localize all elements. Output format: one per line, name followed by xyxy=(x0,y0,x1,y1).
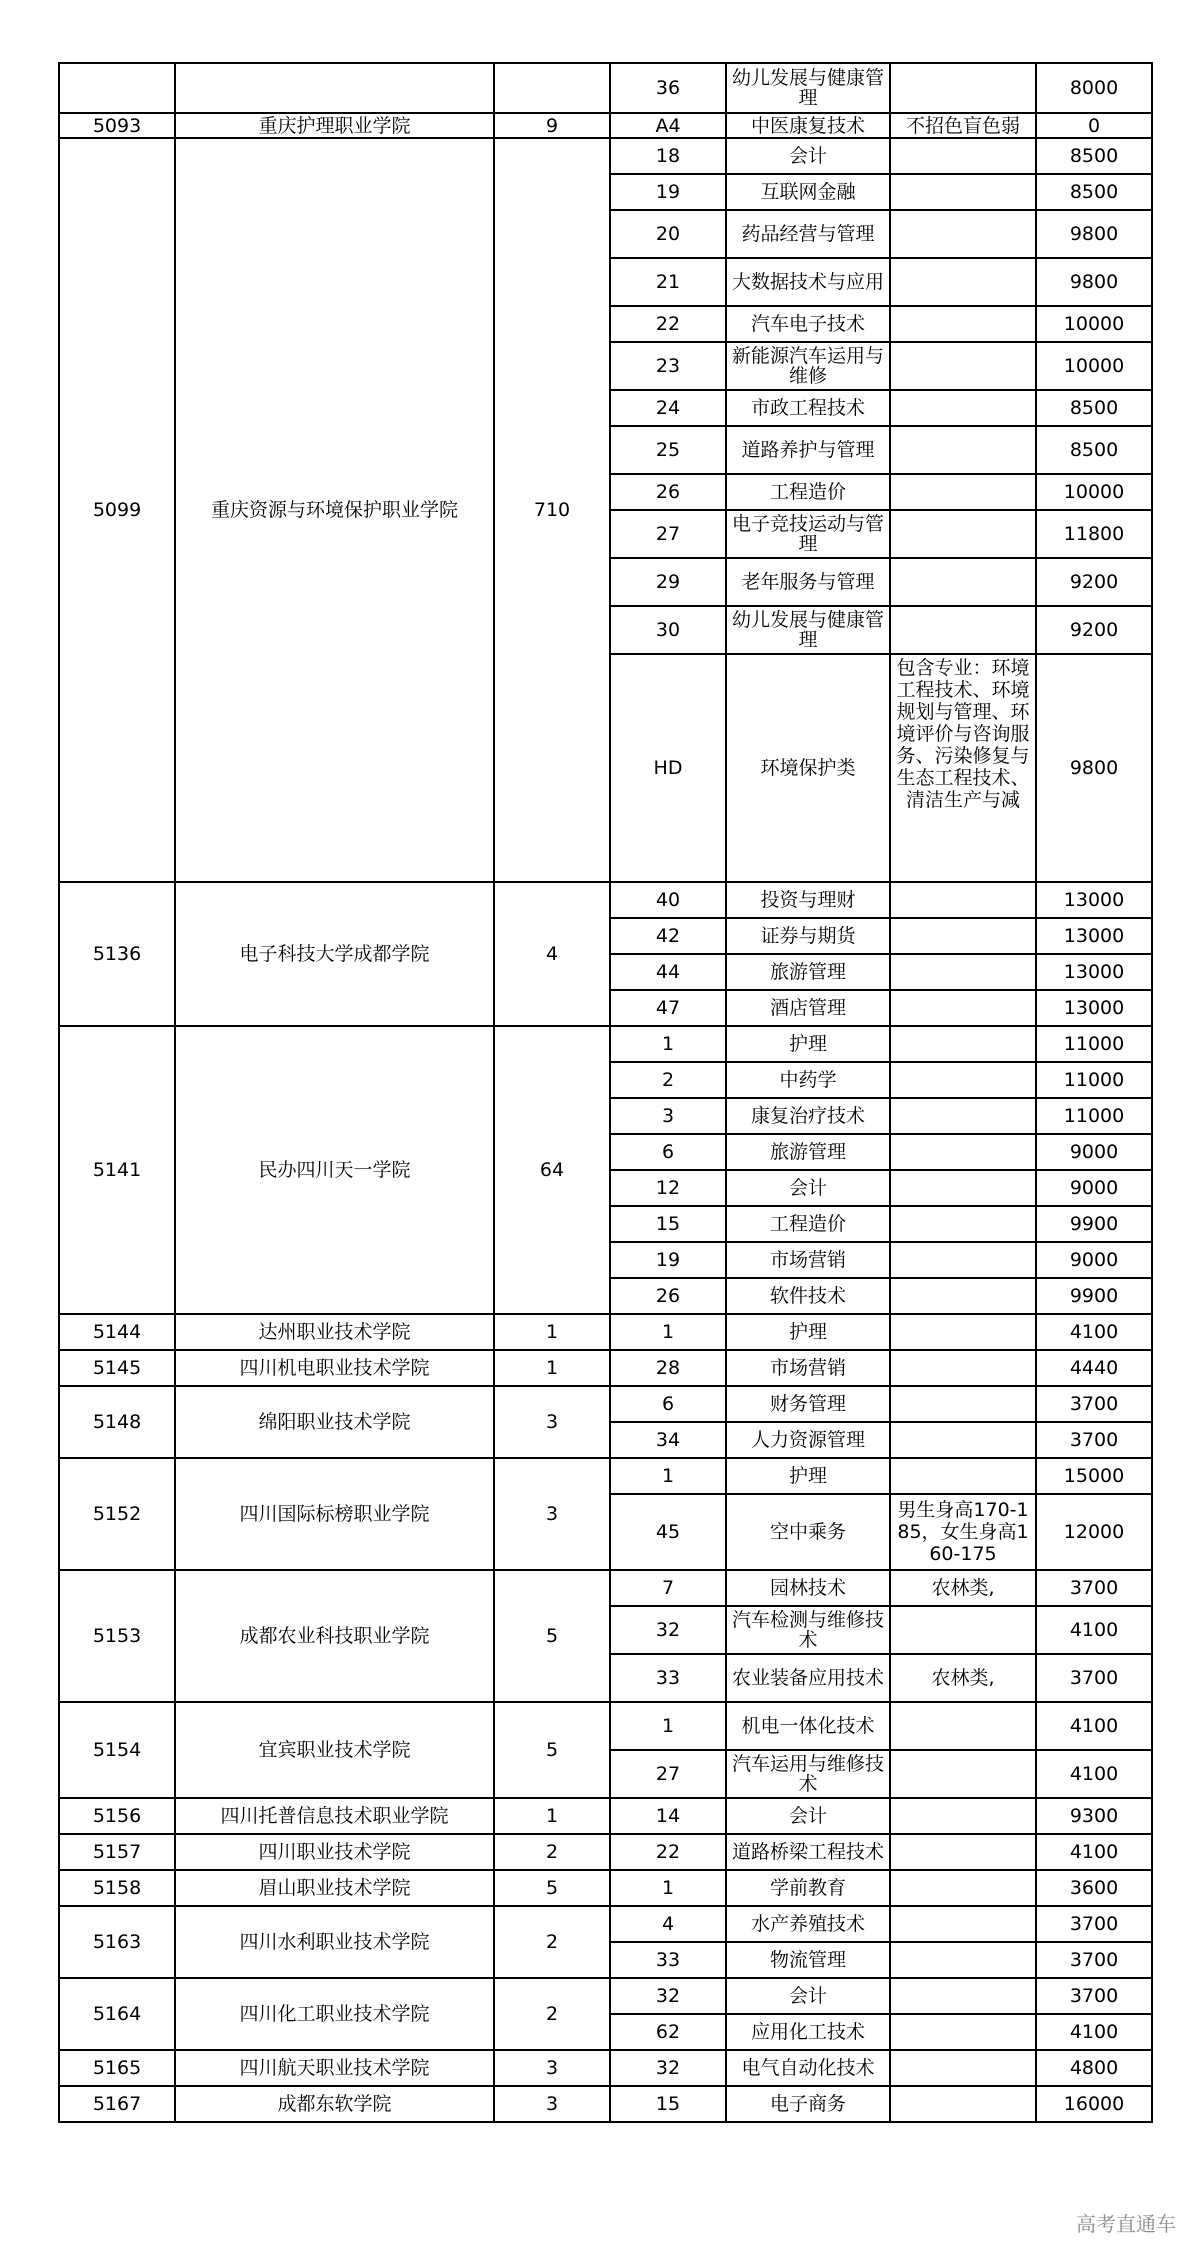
tuition-fee: 3700 xyxy=(1036,1422,1152,1458)
major-code: 62 xyxy=(610,2014,726,2050)
school-code: 5148 xyxy=(59,1386,175,1458)
plan-count: 64 xyxy=(494,1026,610,1314)
major-name: 大数据技术与应用 xyxy=(726,258,890,306)
major-name: 应用化工技术 xyxy=(726,2014,890,2050)
major-code: 25 xyxy=(610,426,726,474)
plan-count: 3 xyxy=(494,1386,610,1458)
table-row xyxy=(59,63,1152,113)
major-note xyxy=(890,1834,1036,1870)
major-name: 旅游管理 xyxy=(726,954,890,990)
school-code: 5093 xyxy=(59,113,175,138)
school-code xyxy=(59,63,175,113)
table-row xyxy=(59,1870,1152,1906)
major-code: 24 xyxy=(610,390,726,426)
plan-count: 3 xyxy=(494,2086,610,2122)
tuition-fee: 3700 xyxy=(1036,1942,1152,1978)
major-name: 水产养殖技术 xyxy=(726,1906,890,1942)
major-code: 36 xyxy=(610,63,726,113)
major-name: 道路养护与管理 xyxy=(726,426,890,474)
major-name: 会计 xyxy=(726,1798,890,1834)
tuition-fee: 4440 xyxy=(1036,1350,1152,1386)
school-code: 5163 xyxy=(59,1906,175,1978)
tuition-fee: 3700 xyxy=(1036,1906,1152,1942)
table-row xyxy=(59,882,1152,918)
tuition-fee: 9000 xyxy=(1036,1242,1152,1278)
major-note: 男生身高170-185，女生身高160-175 xyxy=(890,1494,1036,1570)
table-row xyxy=(59,1906,1152,1942)
school-code: 5136 xyxy=(59,882,175,1026)
major-code: 34 xyxy=(610,1422,726,1458)
major-note xyxy=(890,1798,1036,1834)
major-name: 新能源汽车运用与维修 xyxy=(726,342,890,390)
major-name: 市场营销 xyxy=(726,1350,890,1386)
major-code: 1 xyxy=(610,1870,726,1906)
table-row xyxy=(59,1702,1152,1750)
major-code: 26 xyxy=(610,474,726,510)
major-note xyxy=(890,306,1036,342)
tuition-fee: 11000 xyxy=(1036,1062,1152,1098)
major-name: 会计 xyxy=(726,138,890,174)
school-name: 四川航天职业技术学院 xyxy=(175,2050,494,2086)
major-note xyxy=(890,1978,1036,2014)
table-row xyxy=(59,1350,1152,1386)
tuition-fee: 10000 xyxy=(1036,342,1152,390)
tuition-fee: 8500 xyxy=(1036,426,1152,474)
school-name: 四川机电职业技术学院 xyxy=(175,1350,494,1386)
major-note xyxy=(890,510,1036,558)
major-name: 市政工程技术 xyxy=(726,390,890,426)
tuition-fee: 8500 xyxy=(1036,390,1152,426)
tuition-fee: 9800 xyxy=(1036,654,1152,882)
major-note xyxy=(890,2086,1036,2122)
plan-count: 1 xyxy=(494,1314,610,1350)
major-note xyxy=(890,558,1036,606)
major-code: 20 xyxy=(610,210,726,258)
tuition-fee: 3600 xyxy=(1036,1870,1152,1906)
major-note xyxy=(890,474,1036,510)
major-name: 药品经营与管理 xyxy=(726,210,890,258)
major-name: 旅游管理 xyxy=(726,1134,890,1170)
school-code: 5165 xyxy=(59,2050,175,2086)
school-code: 5167 xyxy=(59,2086,175,2122)
major-name: 证券与期货 xyxy=(726,918,890,954)
major-note xyxy=(890,1170,1036,1206)
school-code: 5158 xyxy=(59,1870,175,1906)
major-note xyxy=(890,2014,1036,2050)
school-code: 5152 xyxy=(59,1458,175,1570)
school-code: 5154 xyxy=(59,1702,175,1798)
tuition-fee: 9300 xyxy=(1036,1798,1152,1834)
major-note xyxy=(890,342,1036,390)
major-note: 包含专业：环境工程技术、环境规划与管理、环境评价与咨询服务、污染修复与生态工程技术、清洁生产与减 xyxy=(890,654,1036,882)
tuition-fee: 11000 xyxy=(1036,1026,1152,1062)
major-name: 空中乘务 xyxy=(726,1494,890,1570)
tuition-fee: 4100 xyxy=(1036,1702,1152,1750)
tuition-fee: 13000 xyxy=(1036,990,1152,1026)
major-name: 老年服务与管理 xyxy=(726,558,890,606)
major-code: 27 xyxy=(610,1750,726,1798)
school-name: 重庆护理职业学院 xyxy=(175,113,494,138)
school-name: 达州职业技术学院 xyxy=(175,1314,494,1350)
major-name: 酒店管理 xyxy=(726,990,890,1026)
major-name: 机电一体化技术 xyxy=(726,1702,890,1750)
major-note xyxy=(890,1314,1036,1350)
major-code: 1 xyxy=(610,1458,726,1494)
table-row xyxy=(59,1570,1152,1606)
major-name: 会计 xyxy=(726,1978,890,2014)
plan-count: 2 xyxy=(494,1978,610,2050)
major-code: HD xyxy=(610,654,726,882)
tuition-fee: 9800 xyxy=(1036,210,1152,258)
major-code: 40 xyxy=(610,882,726,918)
tuition-fee: 11800 xyxy=(1036,510,1152,558)
major-code: 1 xyxy=(610,1314,726,1350)
school-code: 5144 xyxy=(59,1314,175,1350)
major-note xyxy=(890,210,1036,258)
admissions-table xyxy=(58,62,1153,2123)
table-row xyxy=(59,1386,1152,1422)
major-note xyxy=(890,954,1036,990)
tuition-fee: 4100 xyxy=(1036,1314,1152,1350)
major-name: 会计 xyxy=(726,1170,890,1206)
major-code: A4 xyxy=(610,113,726,138)
plan-count: 3 xyxy=(494,2050,610,2086)
major-code: 33 xyxy=(610,1942,726,1978)
tuition-fee: 9800 xyxy=(1036,258,1152,306)
major-note xyxy=(890,1750,1036,1798)
major-code: 45 xyxy=(610,1494,726,1570)
major-name: 物流管理 xyxy=(726,1942,890,1978)
major-note xyxy=(890,426,1036,474)
major-note xyxy=(890,258,1036,306)
school-code: 5157 xyxy=(59,1834,175,1870)
table-row xyxy=(59,1798,1152,1834)
major-code: 23 xyxy=(610,342,726,390)
table-row xyxy=(59,2086,1152,2122)
tuition-fee: 3700 xyxy=(1036,1978,1152,2014)
tuition-fee: 4100 xyxy=(1036,2014,1152,2050)
school-code: 5145 xyxy=(59,1350,175,1386)
plan-count xyxy=(494,63,610,113)
table-row xyxy=(59,1458,1152,1494)
tuition-fee: 13000 xyxy=(1036,882,1152,918)
major-code: 22 xyxy=(610,306,726,342)
major-code: 12 xyxy=(610,1170,726,1206)
major-code: 15 xyxy=(610,1206,726,1242)
major-code: 4 xyxy=(610,1906,726,1942)
major-note xyxy=(890,1350,1036,1386)
major-name: 财务管理 xyxy=(726,1386,890,1422)
plan-count: 3 xyxy=(494,1458,610,1570)
tuition-fee: 9900 xyxy=(1036,1278,1152,1314)
major-note: 农林类, xyxy=(890,1570,1036,1606)
major-name: 护理 xyxy=(726,1026,890,1062)
tuition-fee: 9000 xyxy=(1036,1134,1152,1170)
major-code: 32 xyxy=(610,2050,726,2086)
major-code: 7 xyxy=(610,1570,726,1606)
major-note xyxy=(890,1942,1036,1978)
plan-count: 9 xyxy=(494,113,610,138)
major-note xyxy=(890,1134,1036,1170)
tuition-fee: 9900 xyxy=(1036,1206,1152,1242)
major-note xyxy=(890,1098,1036,1134)
major-name: 中药学 xyxy=(726,1062,890,1098)
tuition-fee: 10000 xyxy=(1036,306,1152,342)
major-code: 47 xyxy=(610,990,726,1026)
table-row xyxy=(59,2050,1152,2086)
table-row xyxy=(59,138,1152,174)
school-name: 四川化工职业技术学院 xyxy=(175,1978,494,2050)
plan-count: 5 xyxy=(494,1570,610,1702)
major-note xyxy=(890,1386,1036,1422)
school-code: 5141 xyxy=(59,1026,175,1314)
major-code: 21 xyxy=(610,258,726,306)
major-note xyxy=(890,1242,1036,1278)
plan-count: 710 xyxy=(494,138,610,882)
major-name: 电气自动化技术 xyxy=(726,2050,890,2086)
major-note xyxy=(890,918,1036,954)
major-code: 1 xyxy=(610,1026,726,1062)
tuition-fee: 16000 xyxy=(1036,2086,1152,2122)
major-name: 汽车检测与维修技术 xyxy=(726,1606,890,1654)
major-code: 2 xyxy=(610,1062,726,1098)
major-code: 14 xyxy=(610,1798,726,1834)
school-code: 5156 xyxy=(59,1798,175,1834)
major-code: 30 xyxy=(610,606,726,654)
major-note xyxy=(890,990,1036,1026)
table-row xyxy=(59,1026,1152,1062)
major-name: 市场营销 xyxy=(726,1242,890,1278)
school-name: 四川国际标榜职业学院 xyxy=(175,1458,494,1570)
major-note: 农林类, xyxy=(890,1654,1036,1702)
major-name: 中医康复技术 xyxy=(726,113,890,138)
school-name: 绵阳职业技术学院 xyxy=(175,1386,494,1458)
plan-count: 2 xyxy=(494,1834,610,1870)
major-name: 工程造价 xyxy=(726,1206,890,1242)
major-note xyxy=(890,1458,1036,1494)
tuition-fee: 9000 xyxy=(1036,1170,1152,1206)
school-name: 四川水利职业技术学院 xyxy=(175,1906,494,1978)
major-note xyxy=(890,1278,1036,1314)
school-name: 四川职业技术学院 xyxy=(175,1834,494,1870)
school-name: 重庆资源与环境保护职业学院 xyxy=(175,138,494,882)
tuition-fee: 4100 xyxy=(1036,1750,1152,1798)
major-name: 人力资源管理 xyxy=(726,1422,890,1458)
major-note xyxy=(890,138,1036,174)
major-code: 42 xyxy=(610,918,726,954)
major-name: 互联网金融 xyxy=(726,174,890,210)
major-code: 19 xyxy=(610,1242,726,1278)
tuition-fee: 8500 xyxy=(1036,138,1152,174)
tuition-fee: 3700 xyxy=(1036,1654,1152,1702)
tuition-fee: 3700 xyxy=(1036,1386,1152,1422)
major-note xyxy=(890,390,1036,426)
major-note xyxy=(890,1422,1036,1458)
table-row xyxy=(59,1314,1152,1350)
major-name: 道路桥梁工程技术 xyxy=(726,1834,890,1870)
major-note xyxy=(890,1062,1036,1098)
major-name: 软件技术 xyxy=(726,1278,890,1314)
major-name: 投资与理财 xyxy=(726,882,890,918)
major-code: 6 xyxy=(610,1134,726,1170)
plan-count: 4 xyxy=(494,882,610,1026)
major-name: 工程造价 xyxy=(726,474,890,510)
school-code: 5164 xyxy=(59,1978,175,2050)
school-name xyxy=(175,63,494,113)
major-code: 3 xyxy=(610,1098,726,1134)
tuition-fee: 9200 xyxy=(1036,606,1152,654)
school-code: 5153 xyxy=(59,1570,175,1702)
tuition-fee: 8500 xyxy=(1036,174,1152,210)
major-name: 园林技术 xyxy=(726,1570,890,1606)
school-name: 电子科技大学成都学院 xyxy=(175,882,494,1026)
major-code: 44 xyxy=(610,954,726,990)
school-code: 5099 xyxy=(59,138,175,882)
major-name: 护理 xyxy=(726,1314,890,1350)
major-note xyxy=(890,2050,1036,2086)
tuition-fee: 8000 xyxy=(1036,63,1152,113)
table-row xyxy=(59,1978,1152,2014)
major-code: 33 xyxy=(610,1654,726,1702)
tuition-fee: 11000 xyxy=(1036,1098,1152,1134)
major-code: 15 xyxy=(610,2086,726,2122)
plan-count: 5 xyxy=(494,1702,610,1798)
tuition-fee: 13000 xyxy=(1036,918,1152,954)
major-note xyxy=(890,63,1036,113)
major-note: 不招色盲色弱 xyxy=(890,113,1036,138)
major-name: 汽车电子技术 xyxy=(726,306,890,342)
major-code: 26 xyxy=(610,1278,726,1314)
watermark: 高考直通车 xyxy=(1076,2212,1176,2236)
major-code: 27 xyxy=(610,510,726,558)
plan-count: 5 xyxy=(494,1870,610,1906)
major-name: 农业装备应用技术 xyxy=(726,1654,890,1702)
table-row xyxy=(59,113,1152,138)
major-name: 幼儿发展与健康管理 xyxy=(726,606,890,654)
major-code: 6 xyxy=(610,1386,726,1422)
school-name: 成都东软学院 xyxy=(175,2086,494,2122)
major-note xyxy=(890,174,1036,210)
major-code: 19 xyxy=(610,174,726,210)
tuition-fee: 4800 xyxy=(1036,2050,1152,2086)
major-code: 22 xyxy=(610,1834,726,1870)
school-name: 眉山职业技术学院 xyxy=(175,1870,494,1906)
tuition-fee: 9200 xyxy=(1036,558,1152,606)
major-name: 康复治疗技术 xyxy=(726,1098,890,1134)
major-note xyxy=(890,882,1036,918)
major-code: 1 xyxy=(610,1702,726,1750)
tuition-fee: 15000 xyxy=(1036,1458,1152,1494)
major-name: 幼儿发展与健康管理 xyxy=(726,63,890,113)
tuition-fee: 12000 xyxy=(1036,1494,1152,1570)
major-name: 学前教育 xyxy=(726,1870,890,1906)
major-note xyxy=(890,1870,1036,1906)
major-name: 汽车运用与维修技术 xyxy=(726,1750,890,1798)
tuition-fee: 4100 xyxy=(1036,1834,1152,1870)
major-name: 电子竞技运动与管理 xyxy=(726,510,890,558)
tuition-fee: 3700 xyxy=(1036,1570,1152,1606)
plan-count: 1 xyxy=(494,1798,610,1834)
major-code: 18 xyxy=(610,138,726,174)
major-name: 护理 xyxy=(726,1458,890,1494)
tuition-fee: 0 xyxy=(1036,113,1152,138)
major-code: 29 xyxy=(610,558,726,606)
major-code: 32 xyxy=(610,1978,726,2014)
tuition-fee: 13000 xyxy=(1036,954,1152,990)
major-code: 32 xyxy=(610,1606,726,1654)
tuition-fee: 10000 xyxy=(1036,474,1152,510)
major-note xyxy=(890,1026,1036,1062)
major-code: 28 xyxy=(610,1350,726,1386)
major-note xyxy=(890,1702,1036,1750)
table-row xyxy=(59,1834,1152,1870)
major-name: 电子商务 xyxy=(726,2086,890,2122)
major-note xyxy=(890,1206,1036,1242)
major-note xyxy=(890,606,1036,654)
school-name: 成都农业科技职业学院 xyxy=(175,1570,494,1702)
major-name: 环境保护类 xyxy=(726,654,890,882)
tuition-fee: 4100 xyxy=(1036,1606,1152,1654)
plan-count: 2 xyxy=(494,1906,610,1978)
school-name: 民办四川天一学院 xyxy=(175,1026,494,1314)
school-name: 宜宾职业技术学院 xyxy=(175,1702,494,1798)
major-note xyxy=(890,1606,1036,1654)
school-name: 四川托普信息技术职业学院 xyxy=(175,1798,494,1834)
major-note xyxy=(890,1906,1036,1942)
plan-count: 1 xyxy=(494,1350,610,1386)
